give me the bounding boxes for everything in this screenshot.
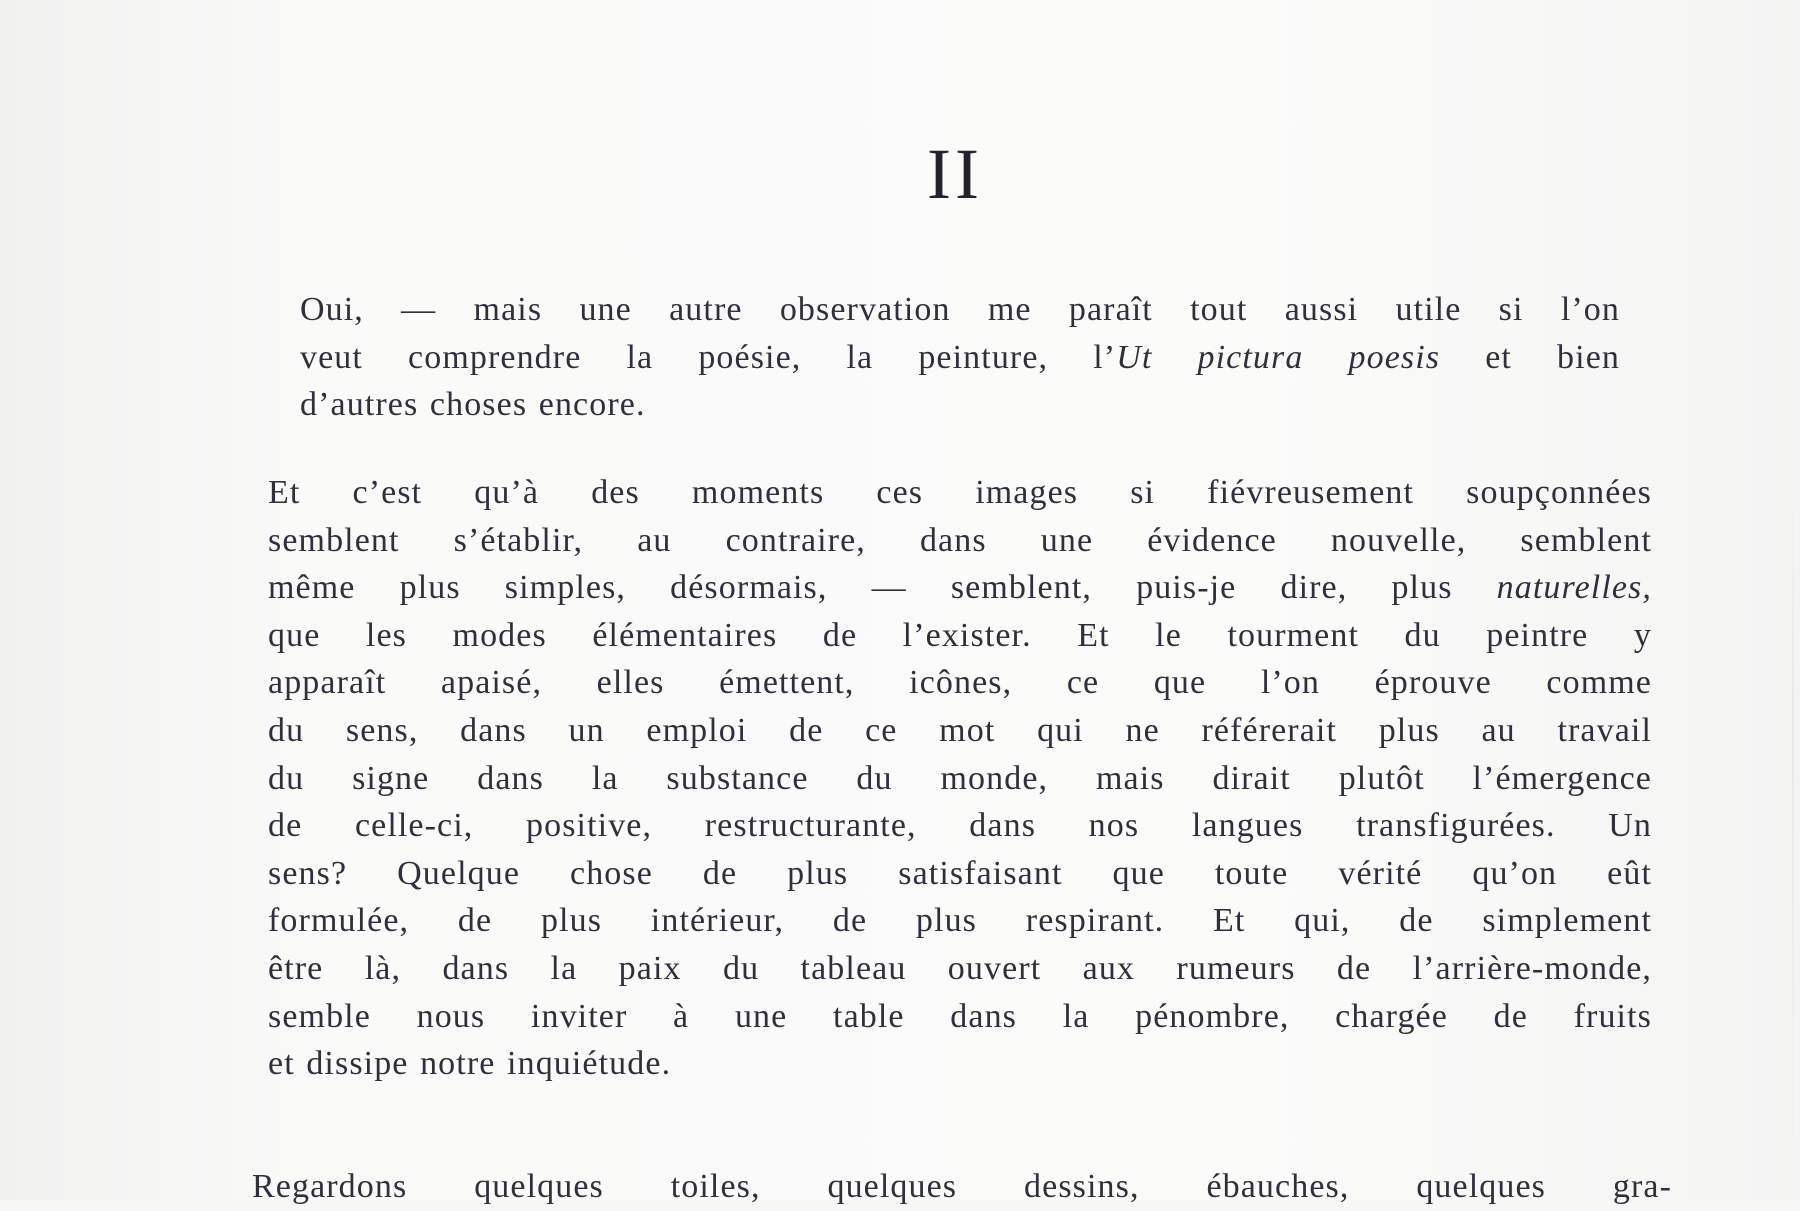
paragraph-2-line-3 — [268, 564, 1652, 612]
paragraph-2-line-3-text: même plus simples, désormais, — semblent, puis-je dire, plus — [268, 569, 1497, 607]
paragraph-1-line-3: d’autres choses encore. — [300, 386, 646, 423]
paragraph-2-line-13: et dissipe notre inquiétude. — [268, 1045, 672, 1083]
paragraph-2-line-6: du sens, dans un emploi de ce mot qui ne référerait plus au travail — [268, 711, 1652, 749]
paragraph-1 — [300, 286, 1620, 429]
paragraph-2-line-12: semble nous inviter à une table dans la pénombre, chargée de fruits — [268, 997, 1652, 1035]
paragraph-3 — [252, 1163, 1672, 1211]
paragraph-1-line-2-tail: et bien — [1440, 338, 1620, 376]
paragraph-2-line-5: apparaît apaisé, elles émettent, icônes, ce que l’on éprouve comme — [268, 664, 1652, 702]
paragraph-3-line-1: Regardons quelques toiles, quelques dessins, ébauches, quelques gra- — [252, 1168, 1672, 1205]
paragraph-1-line-2-text: veut comprendre la poésie, la peinture, l’ — [300, 338, 1117, 376]
paragraph-2-line-10: formulée, de plus intérieur, de plus respirant. Et qui, de simplement — [268, 902, 1652, 940]
paragraph-2-line-8: de celle-ci, positive, restructurante, dans nos langues transfigurées. Un — [268, 807, 1652, 845]
paragraph-2-line-7: du signe dans la substance du monde, mais dirait plutôt l’émergence — [268, 759, 1652, 797]
paragraph-1-line-1: Oui, — mais une autre observation me paraît tout aussi utile si l’on — [300, 291, 1620, 328]
paragraph-2 — [268, 469, 1652, 1088]
paragraph-2-line-2: semblent s’établir, au contraire, dans une évidence nouvelle, semblent — [268, 521, 1652, 559]
paragraph-2-line-4: que les modes élémentaires de l’exister. Et le tourment du peintre y — [268, 616, 1652, 654]
paragraph-1-italic-phrase: Ut pictura poesis — [1116, 338, 1441, 376]
paragraph-2-line-9: sens? Quelque chose de plus satisfaisant que toute vérité qu’on eût — [268, 854, 1652, 892]
paragraph-2-line-11: être là, dans la paix du tableau ouvert aux rumeurs de l’arrière-monde, — [268, 949, 1652, 987]
paragraph-2-italic-word: naturelles, — [1496, 569, 1652, 607]
paragraph-2-line-1: Et c’est qu’à des moments ces images si fiévreusement soupçonnées — [268, 474, 1652, 511]
paragraph-1-line-2 — [300, 334, 1620, 382]
chapter-numeral: II — [927, 134, 983, 214]
